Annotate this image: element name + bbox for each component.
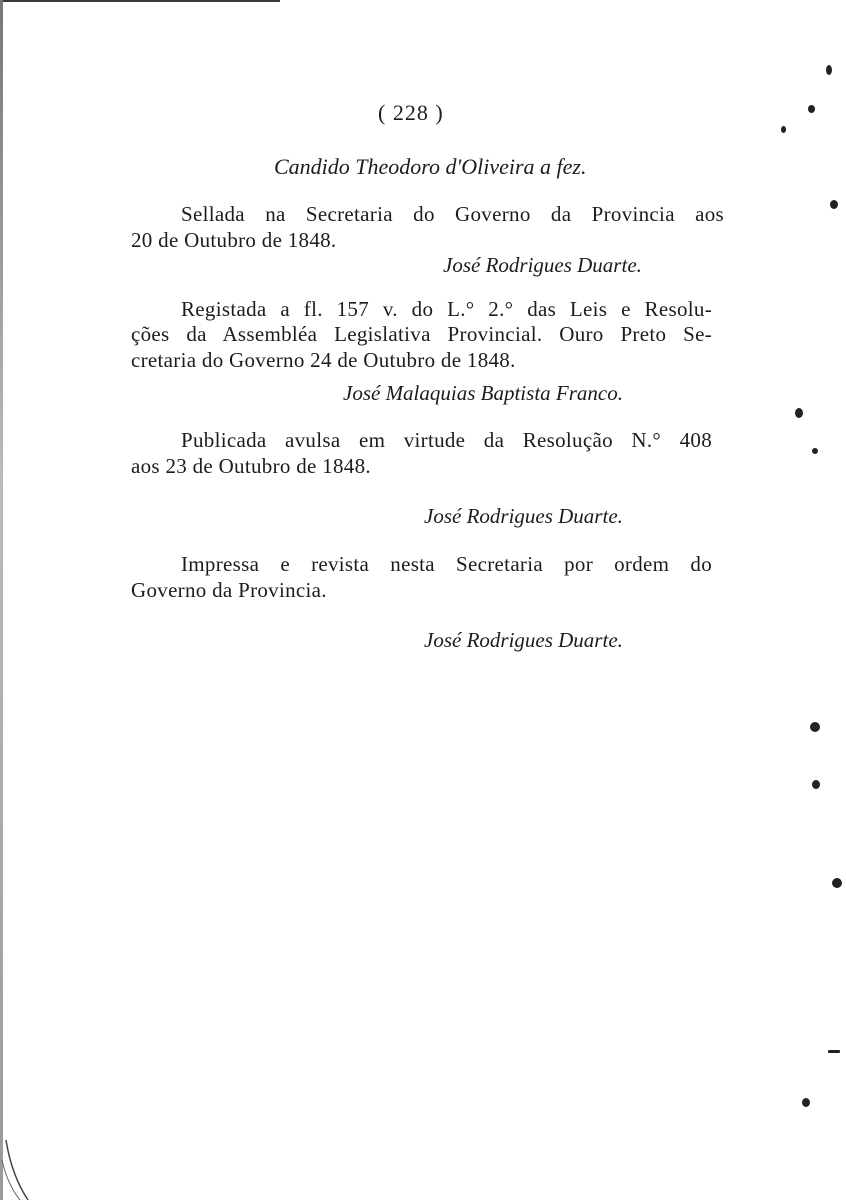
scan-speck bbox=[812, 448, 818, 454]
paragraph-4-line-1: Impressa e revista nesta Secretaria por ordem do bbox=[181, 552, 712, 576]
paragraph-4-line-2: Governo da Provincia. bbox=[131, 578, 327, 602]
scan-speck bbox=[781, 126, 786, 133]
paragraph-2-line-3: cretaria do Governo 24 de Outubro de 1848. bbox=[131, 348, 516, 372]
scan-speck bbox=[795, 408, 803, 418]
scan-speck bbox=[808, 105, 815, 113]
scan-speck bbox=[832, 878, 842, 888]
scan-speck bbox=[812, 780, 820, 789]
paragraph-2-signature: José Malaquias Baptista Franco. bbox=[343, 381, 623, 405]
scan-speck bbox=[828, 1050, 840, 1053]
page-number: ( 228 ) bbox=[378, 100, 444, 125]
paragraph-1-signature: José Rodrigues Duarte. bbox=[443, 253, 642, 277]
paragraph-3-signature: José Rodrigues Duarte. bbox=[424, 504, 623, 528]
paragraph-2-line-1: Registada a fl. 157 v. do L.° 2.° das Leis e Resolu- bbox=[181, 297, 712, 321]
paragraph-4-signature: José Rodrigues Duarte. bbox=[424, 628, 623, 652]
paragraph-3-line-1: Publicada avulsa em virtude da Resolução N.° 408 bbox=[181, 428, 712, 452]
scan-speck bbox=[826, 65, 832, 75]
page-left-edge bbox=[0, 0, 3, 1200]
page-top-edge bbox=[0, 0, 280, 2]
author-line: Candido Theodoro d'Oliveira a fez. bbox=[274, 154, 587, 179]
scan-speck bbox=[810, 722, 820, 732]
scan-speck bbox=[830, 200, 838, 209]
paragraph-2-line-2: ções da Assembléa Legislativa Provincial. Ouro Preto Se- bbox=[131, 322, 712, 346]
paragraph-1-line-2: 20 de Outubro de 1848. bbox=[131, 228, 337, 252]
paragraph-1-line-1: Sellada na Secretaria do Governo da Provincia aos bbox=[181, 202, 724, 226]
paragraph-3-line-2: aos 23 de Outubro de 1848. bbox=[131, 454, 371, 478]
page-corner-curl bbox=[0, 1140, 60, 1200]
scan-speck bbox=[802, 1098, 810, 1107]
